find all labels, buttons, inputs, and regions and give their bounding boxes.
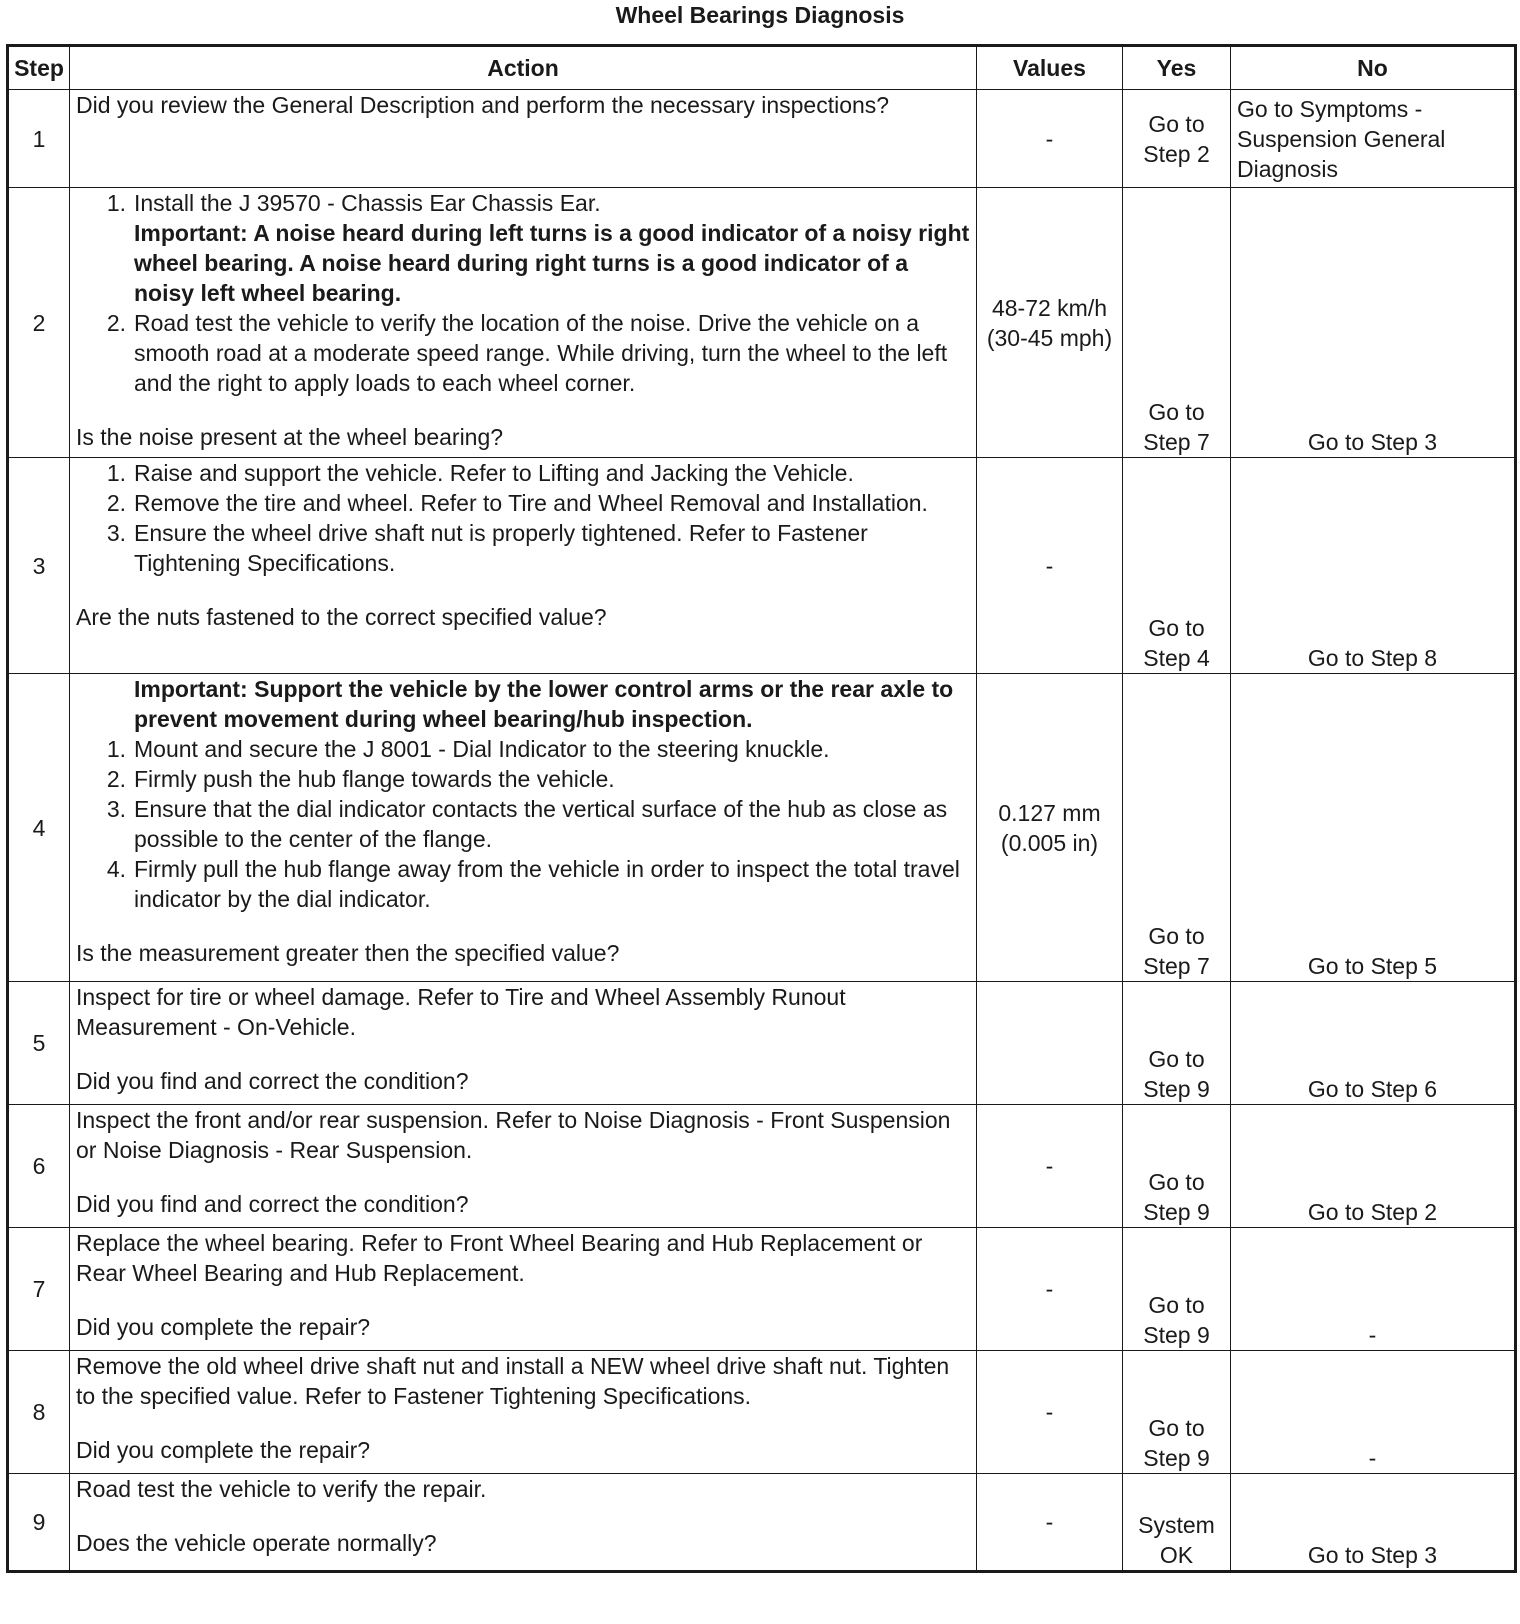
header-values: Values [977,46,1123,90]
action-question: Did you find and correct the condition? [76,1191,469,1217]
header-step: Step [8,46,70,90]
action-question: Is the measurement greater then the specified value? [76,940,620,966]
table-row [8,1351,1516,1474]
values-cell: - [977,458,1123,674]
action-question: Did you review the General Description and perform the necessary inspections? [76,92,890,118]
action-cell [70,458,977,674]
action-cell [70,674,977,982]
action-cell [70,90,977,188]
no-cell: Go to Step 8 [1231,458,1516,674]
header-action: Action [70,46,977,90]
table-row [8,1474,1516,1572]
list-item: 2. Firmly push the hub flange towards the vehicle. [106,766,615,792]
yes-cell: Go to Step 9 [1123,1351,1231,1474]
no-cell: Go to Symptoms - Suspension General Diagnosis [1231,90,1516,188]
header-yes: Yes [1123,46,1231,90]
yes-cell: Go to Step 2 [1123,90,1231,188]
step-number: 7 [8,1228,70,1351]
action-cell [70,1105,977,1228]
list-item: 1. Mount and secure the J 8001 - Dial Indicator to the steering knuckle. [106,736,830,762]
values-cell: - [977,90,1123,188]
yes-cell: Go to Step 7 [1123,674,1231,982]
step-number: 4 [8,674,70,982]
action-cell [70,1228,977,1351]
important-note: Important: Support the vehicle by the lower control arms or the rear axle to prevent movement during wheel bearing/hub inspection. [134,676,954,732]
action-text: Road test the vehicle to verify the repair. [76,1476,487,1502]
action-question: Does the vehicle operate normally? [76,1530,437,1556]
table-row [8,674,1516,982]
step-number: 8 [8,1351,70,1474]
values-cell: 0.127 mm (0.005 in) [977,674,1123,982]
yes-cell: Go to Step 9 [1123,1228,1231,1351]
table-row [8,90,1516,188]
action-question: Are the nuts fastened to the correct specified value? [76,604,607,630]
list-item: 1. Install the J 39570 - Chassis Ear Chassis Ear. [106,190,601,216]
list-item: 2. Remove the tire and wheel. Refer to Tire and Wheel Removal and Installation. [106,490,928,516]
list-item: 3. Ensure the wheel drive shaft nut is properly tightened. Refer to Fastener Tightening Specifications. [106,520,868,576]
action-question: Did you complete the repair? [76,1437,371,1463]
step-number: 3 [8,458,70,674]
list-item: 3. Ensure that the dial indicator contacts the vertical surface of the hub as close as possible to the center of the flange. [106,796,948,852]
action-question: Did you complete the repair? [76,1314,371,1340]
action-text: Inspect the front and/or rear suspension. Refer to Noise Diagnosis - Front Suspension or Noise Diagnosis - Rear Suspension. [76,1107,951,1163]
action-cell [70,982,977,1105]
yes-cell: Go to Step 9 [1123,1105,1231,1228]
step-number: 9 [8,1474,70,1572]
action-cell [70,188,977,458]
values-cell: - [977,1351,1123,1474]
diagnosis-table [6,44,1517,1573]
values-cell: - [977,1228,1123,1351]
values-cell [977,982,1123,1105]
yes-cell: System OK [1123,1474,1231,1572]
list-item: 4. Firmly pull the hub flange away from the vehicle in order to inspect the total travel indicator by the dial indicator. [106,856,960,912]
yes-cell: Go to Step 9 [1123,982,1231,1105]
page-title: Wheel Bearings Diagnosis [615,2,905,28]
action-cell [70,1351,977,1474]
no-cell: Go to Step 5 [1231,674,1516,982]
no-cell: Go to Step 2 [1231,1105,1516,1228]
table-header-row [8,46,1516,90]
table-row [8,188,1516,458]
table-row [8,458,1516,674]
yes-cell: Go to Step 4 [1123,458,1231,674]
action-question: Did you find and correct the condition? [76,1068,469,1094]
list-item: 2. Road test the vehicle to verify the location of the noise. Drive the vehicle on a smooth road at a moderate speed range. While driving, turn the wheel to the left and the right to apply loads to each wheel corner. [106,310,948,396]
no-cell: Go to Step 3 [1231,188,1516,458]
table-row [8,1228,1516,1351]
header-no: No [1231,46,1516,90]
no-cell: - [1231,1228,1516,1351]
action-question: Is the noise present at the wheel bearing? [76,424,504,450]
no-cell: Go to Step 6 [1231,982,1516,1105]
step-number: 6 [8,1105,70,1228]
values-cell: - [977,1105,1123,1228]
step-number: 1 [8,90,70,188]
important-note: Important: A noise heard during left turns is a good indicator of a noisy right wheel bearing. A noise heard during right turns is a good indicator of a noisy left wheel bearing. [134,220,970,306]
step-number: 2 [8,188,70,458]
action-text: Inspect for tire or wheel damage. Refer to Tire and Wheel Assembly Runout Measurement - On-Vehicle. [76,984,846,1040]
action-cell [70,1474,977,1572]
yes-cell: Go to Step 7 [1123,188,1231,458]
action-text: Replace the wheel bearing. Refer to Front Wheel Bearing and Hub Replacement or Rear Wheel Bearing and Hub Replacement. [76,1230,923,1286]
table-row [8,1105,1516,1228]
values-cell: 48-72 km/h (30-45 mph) [977,188,1123,458]
no-cell: - [1231,1351,1516,1474]
table-row [8,982,1516,1105]
values-cell: - [977,1474,1123,1572]
list-item: 1. Raise and support the vehicle. Refer to Lifting and Jacking the Vehicle. [106,460,854,486]
action-text: Remove the old wheel drive shaft nut and install a NEW wheel drive shaft nut. Tighten to the specified value. Refer to Fastener Tightening Specifications. [76,1353,950,1409]
no-cell: Go to Step 3 [1231,1474,1516,1572]
step-number: 5 [8,982,70,1105]
